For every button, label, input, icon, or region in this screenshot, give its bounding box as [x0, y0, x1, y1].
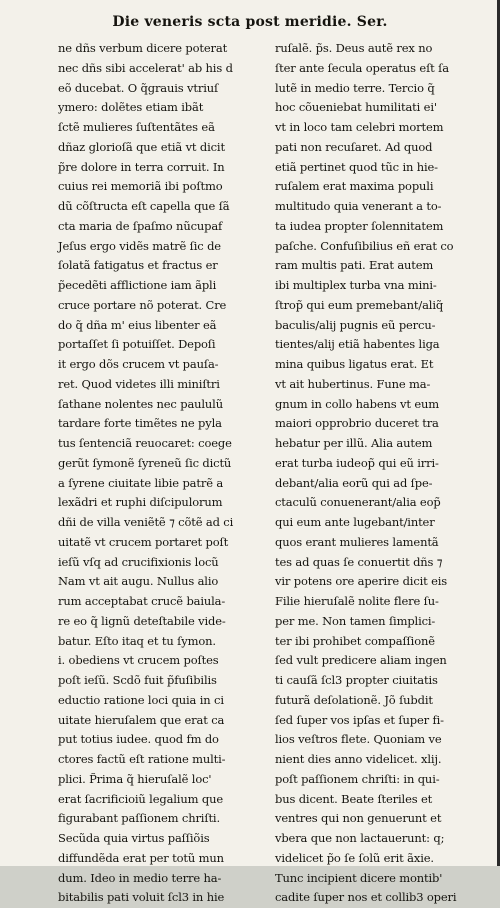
text-line: ram multis pati. Erat autem	[275, 258, 434, 273]
text-line: it ergo dõs crucem vt pauſa-	[58, 357, 219, 371]
text-line: lios veſtros flete. Quoniam ve	[275, 732, 442, 747]
text-line: tientes/alij etiã habentes liga	[275, 337, 440, 352]
text-line: lexãdri et ruphi diſcipulorum	[58, 495, 223, 510]
text-line: baculis/alij pugnis eũ percu-	[275, 317, 436, 332]
text-line: do q̃ dña m' eius libenter eã	[58, 317, 217, 332]
text-line: gnum in collo habens vt eum	[275, 396, 440, 411]
text-line: ti cauſã ſcl3 propter ciuitatis	[275, 673, 438, 687]
text-line: ymero: dolẽtes etiam ibãt	[58, 100, 204, 115]
text-line: ſathane nolentes nec paululũ	[58, 396, 223, 411]
text-line: ſctẽ mulieres ſuſtentãtes eã	[58, 120, 215, 134]
text-line: hoc cõueniebat humilitati ei'	[275, 100, 437, 115]
text-line: ter ibi prohibet compaſſionẽ	[275, 633, 435, 648]
text-line: vir potens ore aperire dicit eis	[275, 574, 448, 589]
text-line: eõ ducebat. O q̃grauis vtriuſ	[58, 80, 219, 95]
text-line: ſter ante ſecula operatus eſt ſa	[275, 60, 449, 75]
text-line: re eo q̃ lignũ deteſtabile vide-	[58, 613, 226, 628]
text-line: uitatẽ vt crucem portaret poſt	[58, 534, 229, 549]
text-line: poſt ieſũ. Scdõ fuit p̃fuſibilis	[58, 673, 217, 687]
text-line: ctores factũ eſt ratione multi-	[58, 752, 226, 766]
text-line: vt ait hubertinus. Fune ma-	[275, 376, 431, 391]
text-line: eductio ratione loci quia in ci	[58, 692, 224, 707]
text-line: ieſũ vſq ad crucifixionis locũ	[58, 554, 219, 569]
text-line: ctaculũ conuenerant/alia eop̃	[275, 495, 441, 510]
text-line: plici. P̃rima q̃ hieruſalẽ loc'	[58, 771, 212, 786]
text-line: quos erant mulieres lamentã	[275, 534, 439, 549]
text-line: portaſſet ſi potuiſſet. Depoſi	[58, 337, 216, 352]
right-text-column	[275, 39, 493, 908]
text-line: diffundẽda erat per totũ mun	[58, 850, 224, 865]
text-line: vbera que non lactauerunt: q;	[275, 831, 445, 845]
text-line: bus dicent. Beate ſteriles et	[275, 791, 433, 806]
text-line: ta iudea propter ſolennitatem	[275, 218, 444, 233]
text-line: nec dñs sibi accelerat' ab his d	[58, 60, 233, 75]
text-line: paſche. Confuſibilius eñ erat co	[275, 238, 454, 253]
text-line: batur. Eſto itaq et tu ſymon.	[58, 633, 216, 648]
text-line: ſed ſuper vos ipſas et ſuper fi-	[275, 712, 444, 727]
text-line: cta maria de ſpaſmo nũcupaf	[58, 218, 223, 233]
text-line: ne dñs verbum dicere poterat	[58, 41, 228, 55]
text-line: Nam vt ait augu. Nullus alio	[58, 574, 219, 589]
text-line: tardare forte timẽtes ne pyla	[58, 416, 222, 431]
text-line: gerũt ſymonẽ ſyreneũ ſic dictũ	[58, 455, 232, 470]
text-line: erat ſacrificioiũ legalium que	[58, 791, 223, 806]
text-line: erat turba iudeop̃ qui eũ irri-	[275, 455, 439, 470]
text-line: Tunc incipient dicere montib'	[275, 870, 443, 885]
text-line: cuius rei memoriã ibi poſtmo	[58, 179, 223, 194]
text-line: multitudo quia venerant a to-	[275, 199, 442, 213]
text-line: ſtrop̃ qui eum premebant/aliq̃	[275, 297, 444, 312]
text-line: videlicet p̃o ſe ſolũ erit ãxie.	[275, 850, 434, 865]
text-line: tes ad quas ſe conuertit dñs ⁊	[275, 554, 443, 569]
text-line: dñaz glorioſã que etiã vt dicit	[58, 139, 225, 154]
text-line: mina quibus ligatus erat. Et	[275, 357, 434, 371]
text-line: hebatur per illũ. Alia autem	[275, 436, 433, 450]
text-line: per me. Non tamen ſimplici-	[275, 613, 436, 628]
text-line: a ſyrene ciuitate libie patrẽ a	[58, 475, 224, 490]
text-line: cadite ſuper nos et collib3 operi	[275, 890, 457, 905]
text-line: vt in loco tam celebri mortem	[275, 120, 444, 134]
text-line: ventres qui non genuerunt et	[275, 811, 442, 826]
text-line: Secũda quia virtus paſſiõis	[58, 831, 210, 845]
text-line: tus ſentenciã reuocaret: coege	[58, 436, 232, 450]
text-line: ruſalẽ. p̃s. Deus autẽ rex no	[275, 41, 433, 55]
running-header: Die veneris scta post meridie. Ser.	[112, 14, 388, 30]
text-line: lutẽ in medio terre. Tercio q̃	[275, 80, 435, 95]
text-line: figurabant paſſionem chriſti.	[58, 811, 220, 826]
text-line: qui eum ante lugebant/inter	[275, 515, 435, 529]
text-line: etiã pertinet quod tũc in hie-	[275, 159, 438, 174]
text-line: Jeſus ergo vidẽs matrẽ ſic de	[58, 238, 221, 253]
text-line: p̃ecedẽti afflictione iam ãpli	[58, 278, 217, 292]
left-text-column	[58, 39, 276, 908]
text-line: rum acceptabat crucẽ baiula-	[58, 594, 226, 608]
text-line: p̃re dolore in terra corruit. In	[58, 159, 225, 174]
text-line: debant/alia eorũ qui ad ſpe-	[275, 475, 433, 490]
text-line: ſolatã fatigatus et fractus er	[58, 258, 218, 273]
text-line: dum. Ideo in medio terre ha-	[58, 870, 222, 885]
text-line: nient dies anno videlicet. xlij.	[275, 752, 442, 766]
text-line: ret. Quod videtes illi miniſtri	[58, 376, 220, 391]
text-line: pati non recuſaret. Ad quod	[275, 139, 433, 154]
text-line: bitabilis pati voluit ſcl3 in hie	[58, 890, 225, 905]
text-line: futurã deſolationẽ. Jõ ſubdit	[275, 692, 433, 707]
text-line: ſed vult predicere aliam ingen	[275, 653, 447, 668]
text-line: maiori opprobrio duceret tra	[275, 416, 439, 431]
text-line: ruſalem erat maxima populi	[275, 179, 434, 194]
text-line: put totius iudee. quod fm do	[58, 732, 219, 747]
text-line: ibi multiplex turba vna mini-	[275, 278, 437, 292]
text-line: Filie hieruſalẽ nolite flere ſu-	[275, 594, 439, 608]
text-line: i. obediens vt crucem poſtes	[58, 653, 219, 668]
text-line: uitate hieruſalem que erat ca	[58, 712, 225, 727]
text-line: dũ cõſtructa eſt capella que ſã	[58, 199, 230, 213]
text-line: dñi de villa veniẽtẽ ⁊ cõtẽ ad ci	[58, 515, 234, 529]
text-line: poſt paſſionem chriſti: in qui-	[275, 771, 440, 786]
text-line: cruce portare nõ poterat. Cre	[58, 297, 227, 312]
